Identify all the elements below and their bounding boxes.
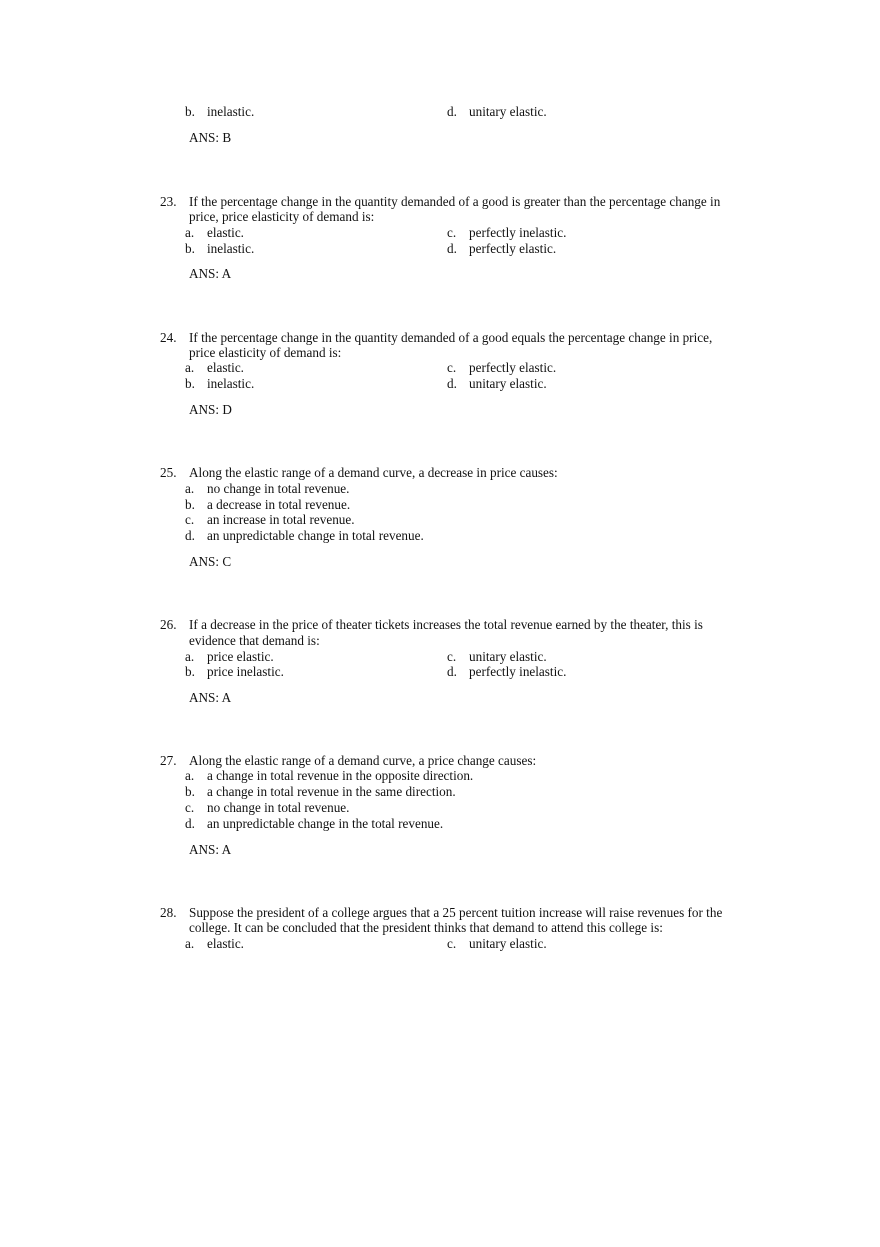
- top-option-b: b. inelastic.: [185, 104, 255, 119]
- q25-answer: ANS: C: [189, 554, 232, 569]
- q24-option-a: a. elastic.: [185, 360, 244, 375]
- q27-option-b: b. a change in total revenue in the same direction.: [185, 784, 456, 799]
- q28-option-c: c. unitary elastic.: [447, 936, 547, 951]
- q23-number: 23.: [160, 194, 177, 209]
- q24-answer: ANS: D: [189, 402, 232, 417]
- top-option-d: d. unitary elastic.: [447, 104, 547, 119]
- q23-answer: ANS: A: [189, 266, 232, 281]
- q27-answer: ANS: A: [189, 842, 232, 857]
- q26-number: 26.: [160, 617, 177, 632]
- q23-stem-line1: If the percentage change in the quantity demanded of a good is greater than the percentage change in: [189, 194, 721, 209]
- q24-stem-line2: price elasticity of demand is:: [189, 345, 342, 360]
- q23-option-b: b. inelastic.: [185, 241, 255, 256]
- q23-option-d: d. perfectly elastic.: [447, 241, 557, 256]
- q26-option-c: c. unitary elastic.: [447, 649, 547, 664]
- q25-option-d: d. an unpredictable change in total revenue.: [185, 528, 424, 543]
- q27-option-a: a. a change in total revenue in the opposite direction.: [185, 768, 474, 783]
- q25-option-a: a. no change in total revenue.: [185, 481, 350, 496]
- q24-option-c: c. perfectly elastic.: [447, 360, 557, 375]
- q23-stem-line2: price, price elasticity of demand is:: [189, 209, 375, 224]
- q27-number: 27.: [160, 753, 177, 768]
- q24-option-d: d. unitary elastic.: [447, 376, 547, 391]
- q26-stem-line2: evidence that demand is:: [189, 633, 320, 648]
- q25-number: 25.: [160, 465, 177, 480]
- q28-stem-line2: college. It can be concluded that the president thinks that demand to attend this college is:: [189, 920, 663, 935]
- q24-option-b: b. inelastic.: [185, 376, 255, 391]
- q26-option-b: b. price inelastic.: [185, 664, 284, 679]
- q26-option-a: a. price elastic.: [185, 649, 274, 664]
- q24-stem-line1: If the percentage change in the quantity demanded of a good equals the percentage change in price,: [189, 330, 713, 345]
- q25-option-c: c. an increase in total revenue.: [185, 512, 355, 527]
- q27-option-d: d. an unpredictable change in the total revenue.: [185, 816, 444, 831]
- q26-stem-line1: If a decrease in the price of theater tickets increases the total revenue earned by the theater, this is: [189, 617, 703, 632]
- q28-stem-line1: Suppose the president of a college argues that a 25 percent tuition increase will raise revenues for the: [189, 905, 723, 920]
- q28-number: 28.: [160, 905, 177, 920]
- q24-number: 24.: [160, 330, 177, 345]
- q27-stem-line1: Along the elastic range of a demand curve, a price change causes:: [189, 753, 537, 768]
- q28-option-a: a. elastic.: [185, 936, 244, 951]
- q25-stem-line1: Along the elastic range of a demand curve, a decrease in price causes:: [189, 465, 558, 480]
- q26-option-d: d. perfectly inelastic.: [447, 664, 567, 679]
- q23-option-a: a. elastic.: [185, 225, 244, 240]
- q23-option-c: c. perfectly inelastic.: [447, 225, 567, 240]
- q25-option-b: b. a decrease in total revenue.: [185, 497, 351, 512]
- q27-option-c: c. no change in total revenue.: [185, 800, 350, 815]
- top-answer: ANS: B: [189, 130, 232, 145]
- q26-answer: ANS: A: [189, 690, 232, 705]
